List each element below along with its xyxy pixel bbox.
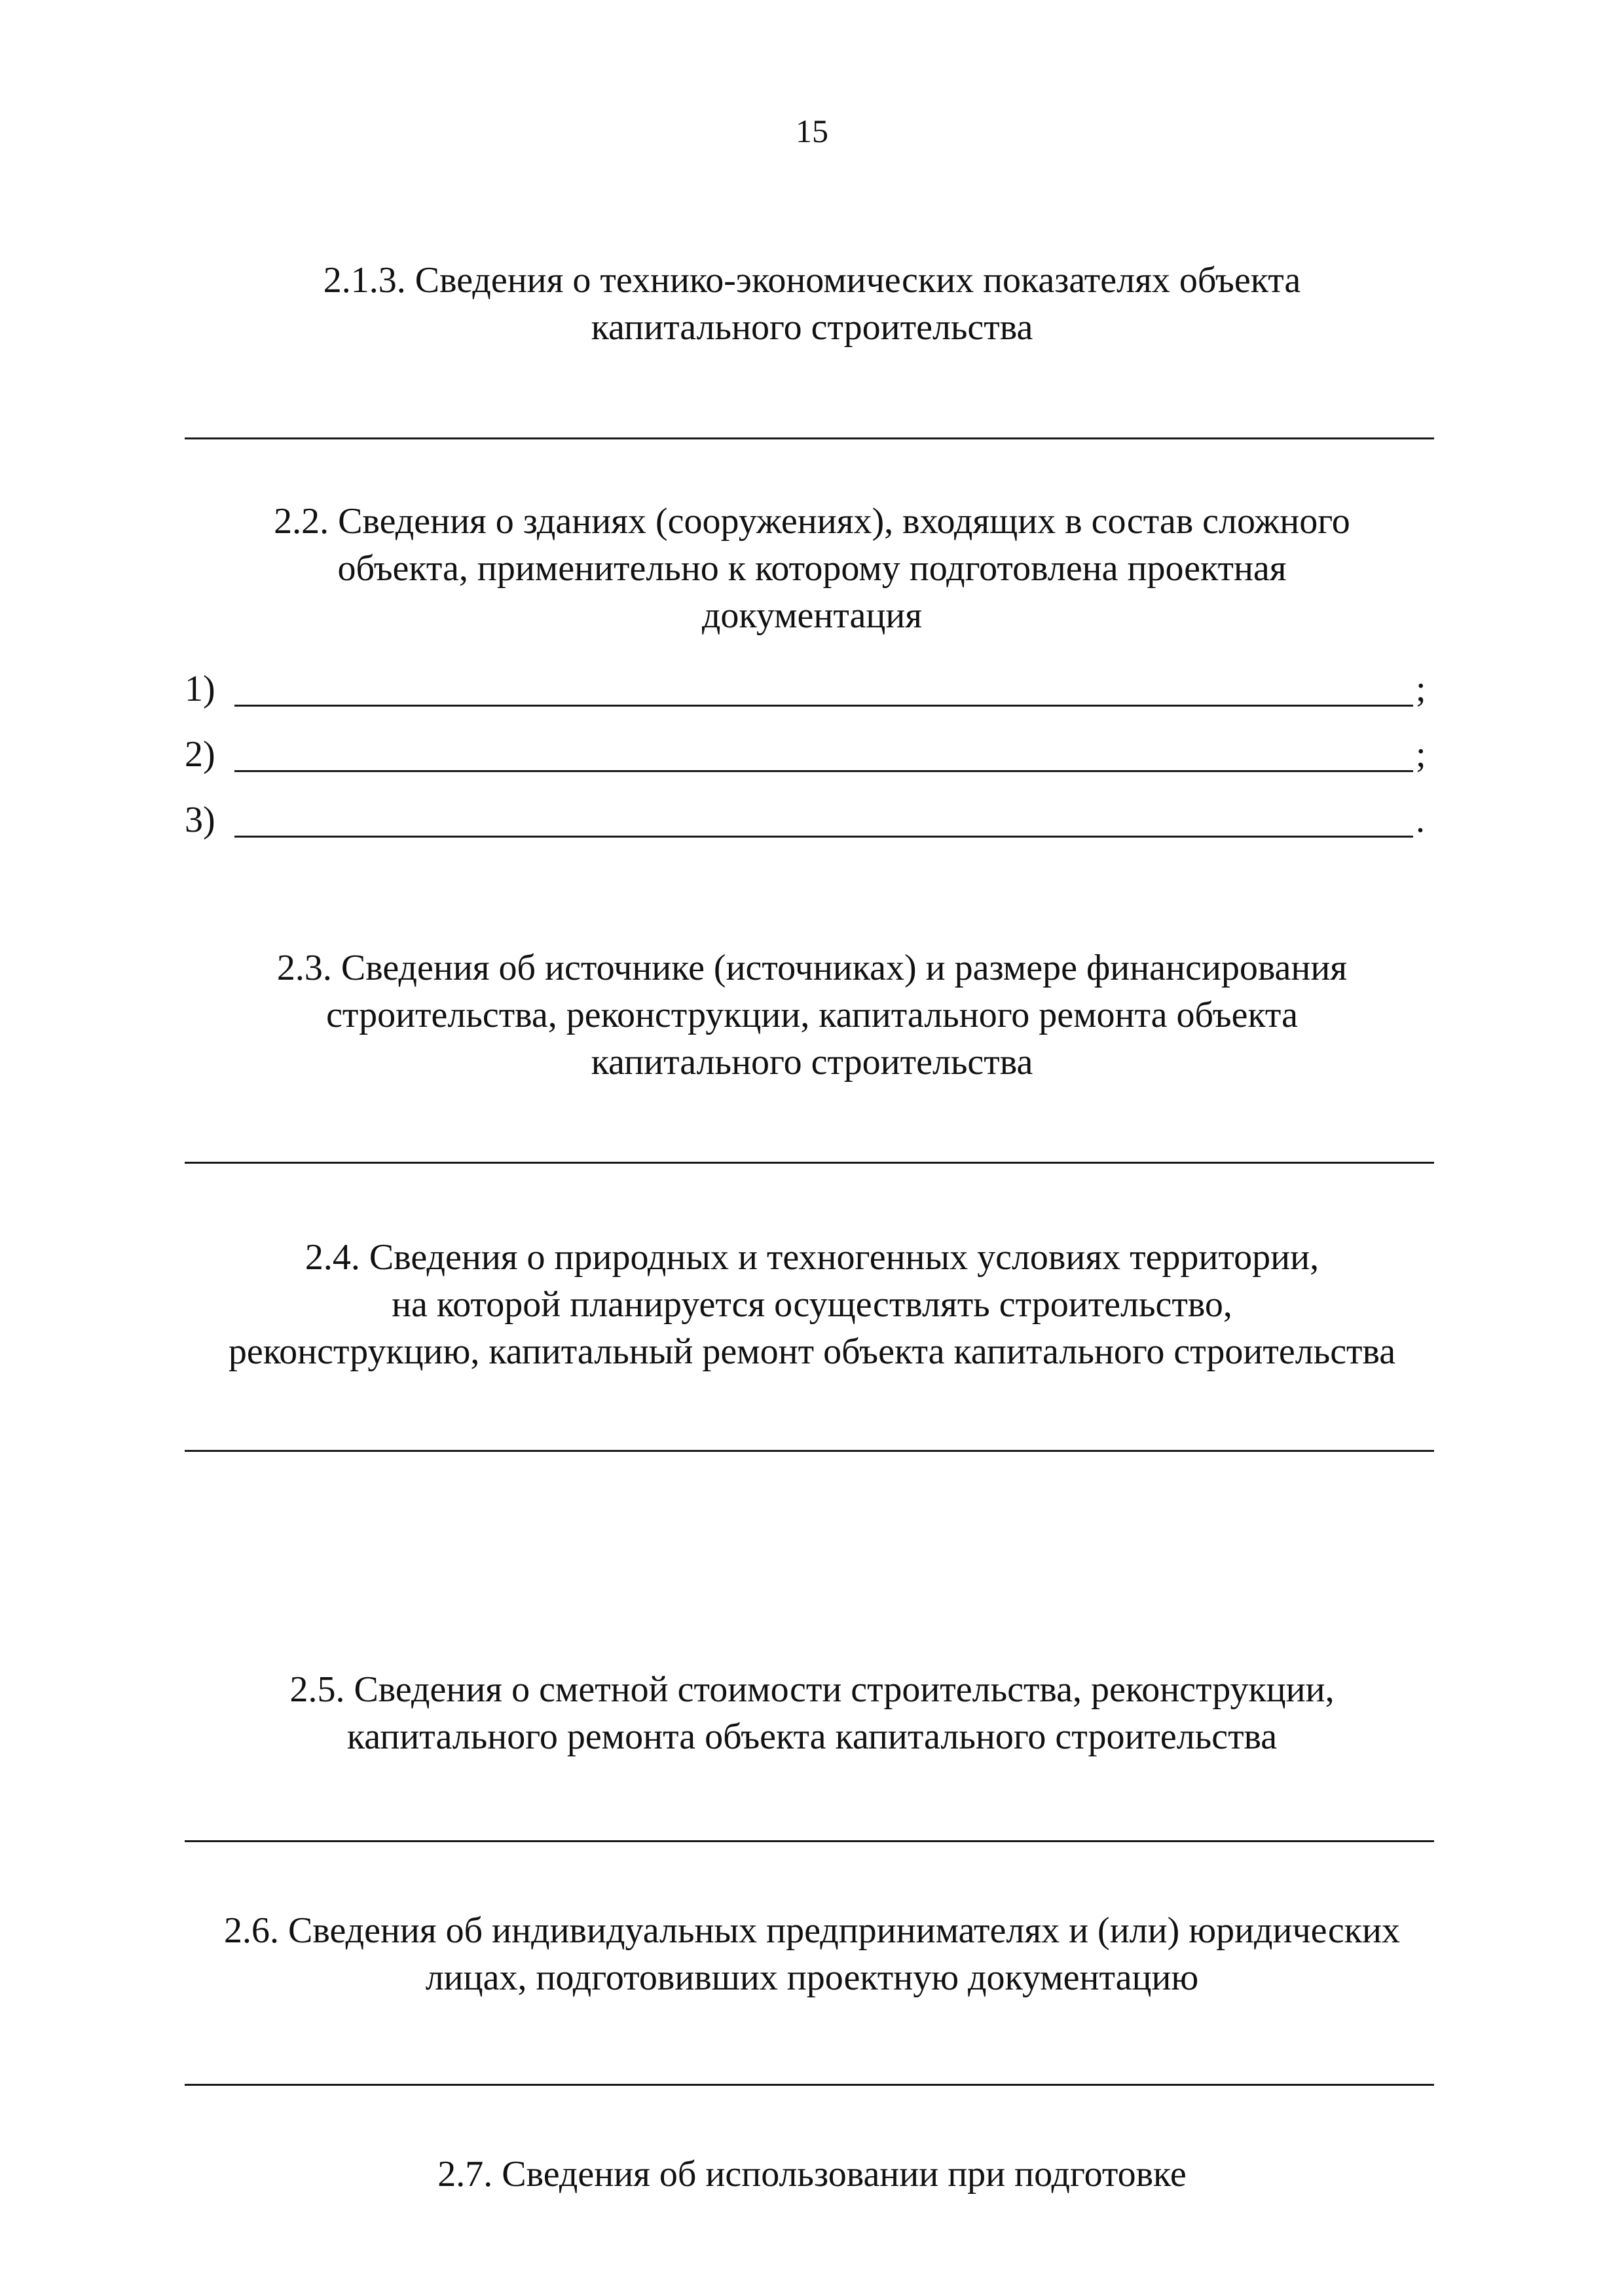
item-number: 3) xyxy=(185,800,215,840)
item-fill-line[interactable] xyxy=(234,705,1413,707)
section-2-5-heading xyxy=(170,1666,1454,1760)
heading-line: 2.4. Сведения о природных и техногенных условиях территории, xyxy=(304,1237,1320,1278)
section-2-6-fill-line[interactable] xyxy=(185,2084,1434,2086)
section-2-5-fill-line[interactable] xyxy=(185,1840,1434,1842)
item-fill-line[interactable] xyxy=(234,836,1413,838)
heading-line: строительства, реконструкции, капитального ремонта объекта xyxy=(326,995,1298,1035)
section-2-1-3-heading xyxy=(170,257,1454,351)
heading-line: 2.7. Сведения об использовании при подготовке xyxy=(437,2154,1187,2194)
numbered-item-1 xyxy=(185,665,1449,713)
heading-line: документация xyxy=(701,595,923,636)
section-2-4-fill-line[interactable] xyxy=(185,1450,1434,1452)
heading-line: 2.3. Сведения об источнике (источниках) и размере финансирования xyxy=(276,948,1348,988)
item-number: 2) xyxy=(185,734,215,775)
heading-line: капитального строительства xyxy=(591,307,1033,348)
heading-line: 2.5. Сведения о сметной стоимости строительства, реконструкции, xyxy=(289,1669,1335,1710)
item-terminator: ; xyxy=(1416,734,1426,775)
heading-line: объекта, применительно к которому подготовлена проектная xyxy=(337,548,1287,589)
section-2-6-heading xyxy=(170,1907,1454,2001)
numbered-item-3 xyxy=(185,796,1449,843)
section-2-7-heading xyxy=(170,2151,1454,2198)
heading-line: 2.1.3. Сведения о технико-экономических показателях объекта xyxy=(323,260,1301,301)
heading-line: капитального строительства xyxy=(591,1042,1033,1083)
heading-line: 2.2. Сведения о зданиях (сооружениях), входящих в состав сложного xyxy=(274,501,1350,542)
item-fill-line[interactable] xyxy=(234,770,1413,772)
page-number: 15 xyxy=(796,113,828,149)
heading-line: капитального ремонта объекта капитального строительства xyxy=(346,1716,1278,1757)
section-2-3-heading xyxy=(170,944,1454,1086)
section-2-2-heading xyxy=(170,498,1454,639)
section-2-1-3-fill-line[interactable] xyxy=(185,437,1434,439)
numbered-item-2 xyxy=(185,731,1449,778)
item-terminator: ; xyxy=(1416,669,1426,709)
heading-line: лицах, подготовивших проектную документацию xyxy=(425,1957,1199,1998)
item-terminator: . xyxy=(1416,800,1425,840)
item-number: 1) xyxy=(185,669,215,709)
heading-line: на которой планируется осуществлять строительство, xyxy=(392,1284,1232,1325)
section-2-4-heading xyxy=(170,1234,1454,1375)
heading-line: 2.6. Сведения об индивидуальных предпринимателях и (или) юридических xyxy=(224,1910,1400,1951)
section-2-3-fill-line[interactable] xyxy=(185,1162,1434,1164)
heading-line: реконструкцию, капитальный ремонт объекта капитального строительства xyxy=(228,1331,1396,1372)
